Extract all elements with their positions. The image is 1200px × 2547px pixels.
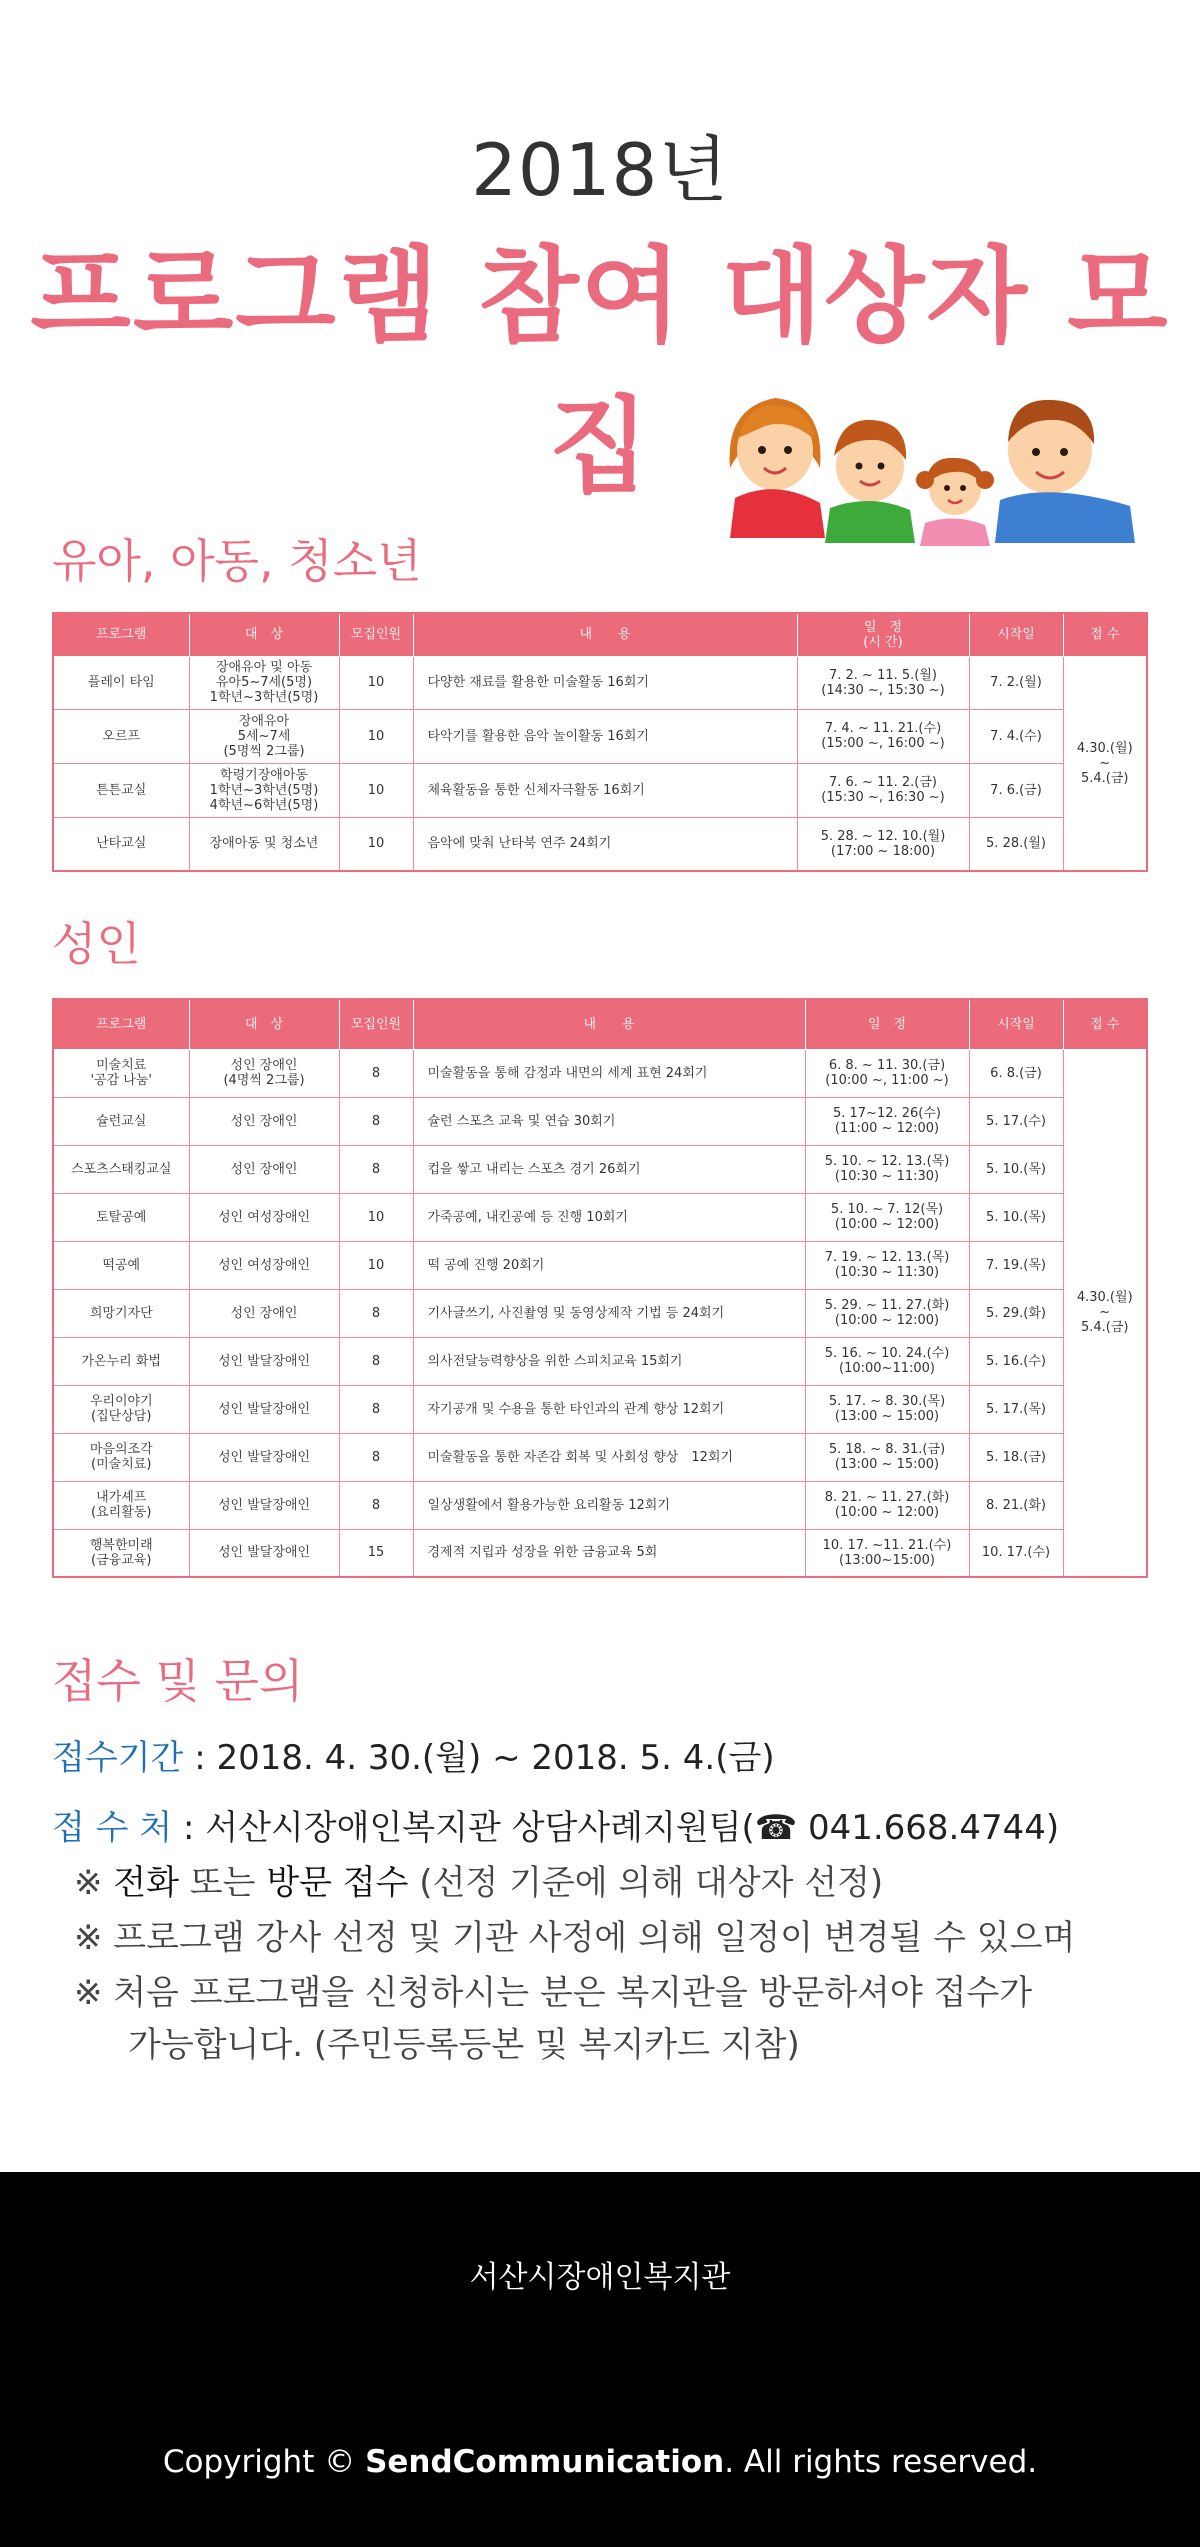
content-cell: 음악에 맞춰 난타북 연주 24회기	[413, 817, 797, 871]
section-heading-adult: 성인	[52, 917, 141, 971]
count-cell: 8	[339, 1385, 413, 1433]
column-header: 대 상	[189, 613, 339, 656]
start-cell: 7. 6.(금)	[969, 763, 1063, 817]
dad-figure	[995, 400, 1135, 543]
schedule-cell: 7. 2. ~ 11. 5.(월) (14:30 ~, 15:30 ~)	[797, 656, 969, 709]
target-cell: 성인 발달장애인	[189, 1529, 339, 1577]
start-cell: 7. 4.(수)	[969, 709, 1063, 763]
start-cell: 5. 29.(화)	[969, 1289, 1063, 1337]
count-cell: 8	[339, 1289, 413, 1337]
table-row	[53, 1529, 1147, 1577]
table-row	[53, 1481, 1147, 1529]
start-cell: 5. 17.(수)	[969, 1097, 1063, 1145]
column-header: 내 용	[413, 613, 797, 656]
column-header: 시작일	[969, 999, 1063, 1049]
mom-figure	[730, 398, 825, 538]
target-cell: 성인 여성장애인	[189, 1241, 339, 1289]
section-heading-contact: 접수 및 문의	[52, 1654, 304, 1708]
start-cell: 5. 16.(수)	[969, 1337, 1063, 1385]
column-header: 시작일	[969, 613, 1063, 656]
schedule-cell: 7. 6. ~ 11. 2.(금) (15:30 ~, 16:30 ~)	[797, 763, 969, 817]
note-line-3: ※ 처음 프로그램을 신청하시는 분은 복지관을 방문하셔야 접수가	[74, 1973, 1033, 2013]
column-header: 접 수	[1063, 613, 1147, 656]
target-cell: 성인 발달장애인	[189, 1433, 339, 1481]
schedule-cell: 7. 4. ~ 11. 21.(수) (15:00 ~, 16:00 ~)	[797, 709, 969, 763]
footer	[0, 2172, 1200, 2547]
note-text: 또는	[179, 1863, 267, 1903]
table-header-row	[53, 613, 1147, 656]
section-heading-youth: 유아, 아동, 청소년	[52, 534, 422, 588]
count-cell: 15	[339, 1529, 413, 1577]
table-row	[53, 656, 1147, 709]
start-cell: 5. 10.(목)	[969, 1145, 1063, 1193]
schedule-cell: 5. 10. ~ 12. 13.(목) (10:30 ~ 11:30)	[805, 1145, 969, 1193]
count-cell: 8	[339, 1337, 413, 1385]
program-cell: 스포츠스태킹교실	[53, 1145, 189, 1193]
program-cell: 우리이야기 (집단상담)	[53, 1385, 189, 1433]
column-header: 모집인원	[339, 999, 413, 1049]
column-header: 모집인원	[339, 613, 413, 656]
reception-period	[52, 1730, 775, 1779]
table-row	[53, 1385, 1147, 1433]
start-cell: 5. 17.(목)	[969, 1385, 1063, 1433]
copyright-prefix: Copyright ©	[162, 2444, 366, 2480]
youth-program-table	[52, 612, 1148, 872]
table-row	[53, 1337, 1147, 1385]
count-cell: 10	[339, 817, 413, 871]
start-cell: 8. 21.(화)	[969, 1481, 1063, 1529]
program-cell: 내가셰프 (요리활동)	[53, 1481, 189, 1529]
title-year: 2018년	[471, 128, 729, 212]
schedule-cell: 8. 21. ~ 11. 27.(화) (10:00 ~ 12:00)	[805, 1481, 969, 1529]
target-cell: 성인 장애인	[189, 1145, 339, 1193]
program-cell: 튼튼교실	[53, 763, 189, 817]
count-cell: 8	[339, 1049, 413, 1097]
target-cell: 성인 여성장애인	[189, 1193, 339, 1241]
column-header: 프로그램	[53, 613, 189, 656]
content-cell: 타악기를 활용한 음악 놀이활동 16회기	[413, 709, 797, 763]
reception-place-value: : 서산시장애인복지관 상담사례지원팀(☎ 041.668.4744)	[172, 1808, 1060, 1848]
reception-cell: 4.30.(월) ~ 5.4.(금)	[1063, 656, 1147, 871]
target-cell: 성인 장애인 (4명씩 2그룹)	[189, 1049, 339, 1097]
content-cell: 슐런 스포츠 교육 및 연습 30회기	[413, 1097, 805, 1145]
schedule-cell: 5. 10. ~ 7. 12(목) (10:00 ~ 12:00)	[805, 1193, 969, 1241]
count-cell: 8	[339, 1097, 413, 1145]
schedule-cell: 5. 28. ~ 12. 10.(월) (17:00 ~ 18:00)	[797, 817, 969, 871]
reception-cell: 4.30.(월) ~ 5.4.(금)	[1063, 1049, 1147, 1577]
target-cell: 장애아동 및 청소년	[189, 817, 339, 871]
reception-place-label: 접 수 처	[52, 1808, 173, 1848]
count-cell: 8	[339, 1433, 413, 1481]
table-header-row	[53, 999, 1147, 1049]
target-cell: 성인 발달장애인	[189, 1385, 339, 1433]
schedule-cell: 5. 16. ~ 10. 24.(수) (10:00~11:00)	[805, 1337, 969, 1385]
program-cell: 마음의조각 (미술치료)	[53, 1433, 189, 1481]
program-cell: 가온누리 화법	[53, 1337, 189, 1385]
column-header: 대 상	[189, 999, 339, 1049]
table-row	[53, 1433, 1147, 1481]
schedule-cell: 10. 17. ~11. 21.(수) (13:00~15:00)	[805, 1529, 969, 1577]
start-cell: 10. 17.(수)	[969, 1529, 1063, 1577]
reception-period-label: 접수기간	[52, 1738, 184, 1778]
program-cell: 행복한미래 (금융교육)	[53, 1529, 189, 1577]
copyright-suffix: . All rights reserved.	[724, 2444, 1038, 2480]
count-cell: 10	[339, 709, 413, 763]
schedule-cell: 5. 18. ~ 8. 31.(금) (13:00 ~ 15:00)	[805, 1433, 969, 1481]
program-cell: 미술치료 '공감 나눔'	[53, 1049, 189, 1097]
program-cell: 오르프	[53, 709, 189, 763]
girl-figure	[916, 458, 994, 546]
program-cell: 난타교실	[53, 817, 189, 871]
column-header: 일 정 (시 간)	[797, 613, 969, 656]
content-cell: 체육활동을 통한 신체자극활동 16회기	[413, 763, 797, 817]
note-line-3-cont: 가능합니다. (주민등록등본 및 복지카드 지참)	[128, 2025, 800, 2065]
count-cell: 8	[339, 1481, 413, 1529]
content-cell: 기사글쓰기, 사진촬영 및 동영상제작 기법 등 24회기	[413, 1289, 805, 1337]
content-cell: 미술활동을 통한 자존감 회복 및 사회성 향상 12회기	[413, 1433, 805, 1481]
schedule-cell: 5. 17~12. 26(수) (11:00 ~ 12:00)	[805, 1097, 969, 1145]
table-row	[53, 1049, 1147, 1097]
start-cell: 5. 18.(금)	[969, 1433, 1063, 1481]
start-cell: 7. 19.(목)	[969, 1241, 1063, 1289]
start-cell: 5. 10.(목)	[969, 1193, 1063, 1241]
count-cell: 10	[339, 656, 413, 709]
start-cell: 5. 28.(월)	[969, 817, 1063, 871]
count-cell: 10	[339, 1193, 413, 1241]
table-row	[53, 1097, 1147, 1145]
family-illustration	[720, 378, 1140, 553]
schedule-cell: 7. 19. ~ 12. 13.(목) (10:30 ~ 11:30)	[805, 1241, 969, 1289]
program-cell: 슐런교실	[53, 1097, 189, 1145]
column-header: 프로그램	[53, 999, 189, 1049]
schedule-cell: 5. 17. ~ 8. 30.(목) (13:00 ~ 15:00)	[805, 1385, 969, 1433]
program-cell: 플레이 타임	[53, 656, 189, 709]
reception-period-value: : 2018. 4. 30.(월) ~ 2018. 5. 4.(금)	[183, 1738, 775, 1778]
reception-place	[52, 1800, 1059, 1849]
table-row	[53, 1145, 1147, 1193]
count-cell: 8	[339, 1145, 413, 1193]
brand-name: SendCommunication	[365, 2444, 725, 2480]
target-cell: 성인 발달장애인	[189, 1337, 339, 1385]
content-cell: 경제적 지립과 성장을 위한 금융교육 5회	[413, 1529, 805, 1577]
schedule-cell: 5. 29. ~ 11. 27.(화) (10:00 ~ 12:00)	[805, 1289, 969, 1337]
content-cell: 다양한 재료를 활용한 미술활동 16회기	[413, 656, 797, 709]
content-cell: 컵을 쌓고 내리는 스포츠 경기 26회기	[413, 1145, 805, 1193]
column-header: 일 정	[805, 999, 969, 1049]
target-cell: 장애유아 5세~7세 (5명씩 2그룹)	[189, 709, 339, 763]
content-cell: 미술활동을 통해 감정과 내면의 세계 표현 24회기	[413, 1049, 805, 1097]
target-cell: 장애유아 및 아동 유아5~7세(5명) 1학년~3학년(5명)	[189, 656, 339, 709]
content-cell: 떡 공예 진행 20회기	[413, 1241, 805, 1289]
note-emphasis: 방문 접수	[266, 1863, 409, 1903]
start-cell: 6. 8.(금)	[969, 1049, 1063, 1097]
footer-copyright	[0, 2444, 1200, 2480]
start-cell: 7. 2.(월)	[969, 656, 1063, 709]
program-cell: 토탈공예	[53, 1193, 189, 1241]
table-row	[53, 817, 1147, 871]
content-cell: 가죽공예, 내킨공예 등 진행 10회기	[413, 1193, 805, 1241]
note-line-2: ※ 프로그램 강사 선정 및 기관 사정에 의해 일정이 변경될 수 있으며	[74, 1918, 1076, 1958]
column-header: 접 수	[1063, 999, 1147, 1049]
count-cell: 10	[339, 763, 413, 817]
table-row	[53, 709, 1147, 763]
schedule-cell: 6. 8. ~ 11. 30.(금) (10:00 ~, 11:00 ~)	[805, 1049, 969, 1097]
target-cell: 성인 장애인	[189, 1289, 339, 1337]
column-header: 내 용	[413, 999, 805, 1049]
note-emphasis: 전화	[113, 1863, 179, 1903]
page-title: 프로그램 참여 대상자 모집	[30, 235, 1170, 507]
footer-org-name: 서산시장애인복지관	[469, 2260, 731, 2295]
note-text: (선정 기준에 의해 대상자 선정)	[408, 1863, 884, 1903]
table-row	[53, 1289, 1147, 1337]
count-cell: 10	[339, 1241, 413, 1289]
target-cell: 성인 장애인	[189, 1097, 339, 1145]
table-row	[53, 763, 1147, 817]
content-cell: 의사전달능력향상을 위한 스피치교육 15회기	[413, 1337, 805, 1385]
content-cell: 일상생활에서 활용가능한 요리활동 12회기	[413, 1481, 805, 1529]
note-line-1	[74, 1855, 883, 1904]
target-cell: 성인 발달장애인	[189, 1481, 339, 1529]
content-cell: 자기공개 및 수용을 통한 타인과의 관계 향상 12회기	[413, 1385, 805, 1433]
target-cell: 학령기장애아동 1학년~3학년(5명) 4학년~6학년(5명)	[189, 763, 339, 817]
table-row	[53, 1241, 1147, 1289]
program-cell: 희망기자단	[53, 1289, 189, 1337]
program-cell: 떡공예	[53, 1241, 189, 1289]
note-mark: ※	[74, 1863, 114, 1903]
boy-figure	[825, 420, 915, 543]
adult-program-table	[52, 998, 1148, 1578]
table-row	[53, 1193, 1147, 1241]
